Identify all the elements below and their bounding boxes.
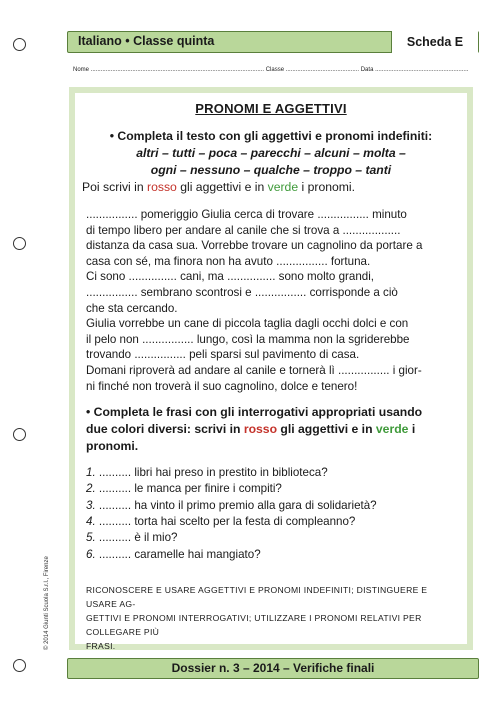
paragraph-line: ................ pomeriggio Giulia cerca di trovare ................ minuto — [86, 208, 407, 221]
red-word: rosso — [243, 422, 278, 437]
paragraph-line: Giulia vorrebbe un cane di piccola taglia dagli occhi dolci e con — [86, 317, 409, 331]
paragraph-line: casa con sé, ma finora non ha avuto ................ fortuna. — [86, 254, 371, 268]
subject-title: Italiano • Classe quinta — [78, 34, 215, 48]
red-word: rosso — [147, 180, 177, 194]
word-list-line1: altri – tutti – poca – parecchi – alcuni – molta – — [136, 146, 406, 160]
binder-hole — [13, 659, 26, 672]
question-item: 2. .......... le manca per finire i compiti? — [86, 482, 282, 496]
paragraph-line: distanza da casa sua. Vorrebbe trovare un cagnolino da portare a — [86, 239, 423, 253]
question-list — [86, 465, 456, 563]
paragraph-line: Ci sono ............... cani, ma ............... sono molto grandi, — [86, 270, 375, 284]
green-word: verde — [375, 422, 409, 437]
paragraph-line: trovando ................ peli sparsi sul pavimento di casa. — [86, 348, 360, 362]
exercise2-instruction: • Completa le frasi con gli interrogativi appropriati usando due colori diversi: scrivi in rosso gli aggettivi e in verde i pronomi. — [86, 405, 423, 454]
question-item: 4. .......... torta hai scelto per la festa di compleanno? — [86, 515, 356, 529]
question-item: 3. .......... ha vinto il primo premio alla gara di solidarietà? — [86, 498, 377, 512]
paragraph-line: di tempo libero per andare al canile che si trova a .................. — [86, 223, 401, 237]
question-item: 6. .......... caramelle hai mangiato? — [86, 547, 261, 561]
paragraph-line: Domani riproverà ad andare al canile e tornerà lì ................ i gior- — [86, 363, 422, 377]
fill-in-paragraph — [86, 207, 456, 394]
worksheet-panel — [69, 87, 473, 650]
word-list-line2: ogni – nessuno – qualche – troppo – tanti — [150, 163, 392, 177]
header-bar — [67, 31, 479, 53]
exercise1-instruction: • Completa il testo con gli aggettivi e pronomi indefiniti: — [109, 129, 433, 143]
scheda-label: Scheda E — [391, 31, 478, 53]
footer-bar: Dossier n. 3 – 2014 – Verifiche finali — [67, 658, 479, 679]
student-info-line: Nome ........................................................................................................ Classe ............................................ Data ........................................................ — [73, 67, 469, 73]
paragraph-line: ................ sembrano scontrosi e ................ corrisponde a ciò — [86, 285, 398, 299]
exercise1-color-instruction: Poi scrivi in rosso gli aggettivi e in verde i pronomi. — [82, 180, 356, 194]
green-word: verde — [267, 180, 299, 194]
worksheet-title: PRONOMI E AGGETTIVI — [195, 101, 347, 116]
learning-objectives: RICONOSCERE E USARE AGGETTIVI E PRONOMI INDEFINITI; DISTINGUERE E USARE AG- GETTIVI E PRONOMI INTERROGATIVI; UTILIZZARE I PRONOMI RELATIVI PER COLLEGARE PIÙ FRASI. — [86, 584, 428, 651]
paragraph-line: che sta cercando. — [86, 301, 178, 315]
question-item: 5. .......... è il mio? — [86, 531, 178, 545]
binder-hole — [13, 428, 26, 441]
binder-hole — [13, 38, 26, 51]
paragraph-line: ni finché non troverà il suo cagnolino, dolce e tenero! — [86, 379, 358, 393]
binder-hole — [13, 237, 26, 250]
paragraph-line: il pelo non ................ lungo, così la mamma non la sgriderebbe — [86, 332, 410, 346]
copyright-note: © 2014 Giunti Scuola S.r.l., Firenze — [44, 556, 50, 650]
question-item: 1. .......... libri hai preso in prestito in biblioteca? — [86, 466, 328, 480]
